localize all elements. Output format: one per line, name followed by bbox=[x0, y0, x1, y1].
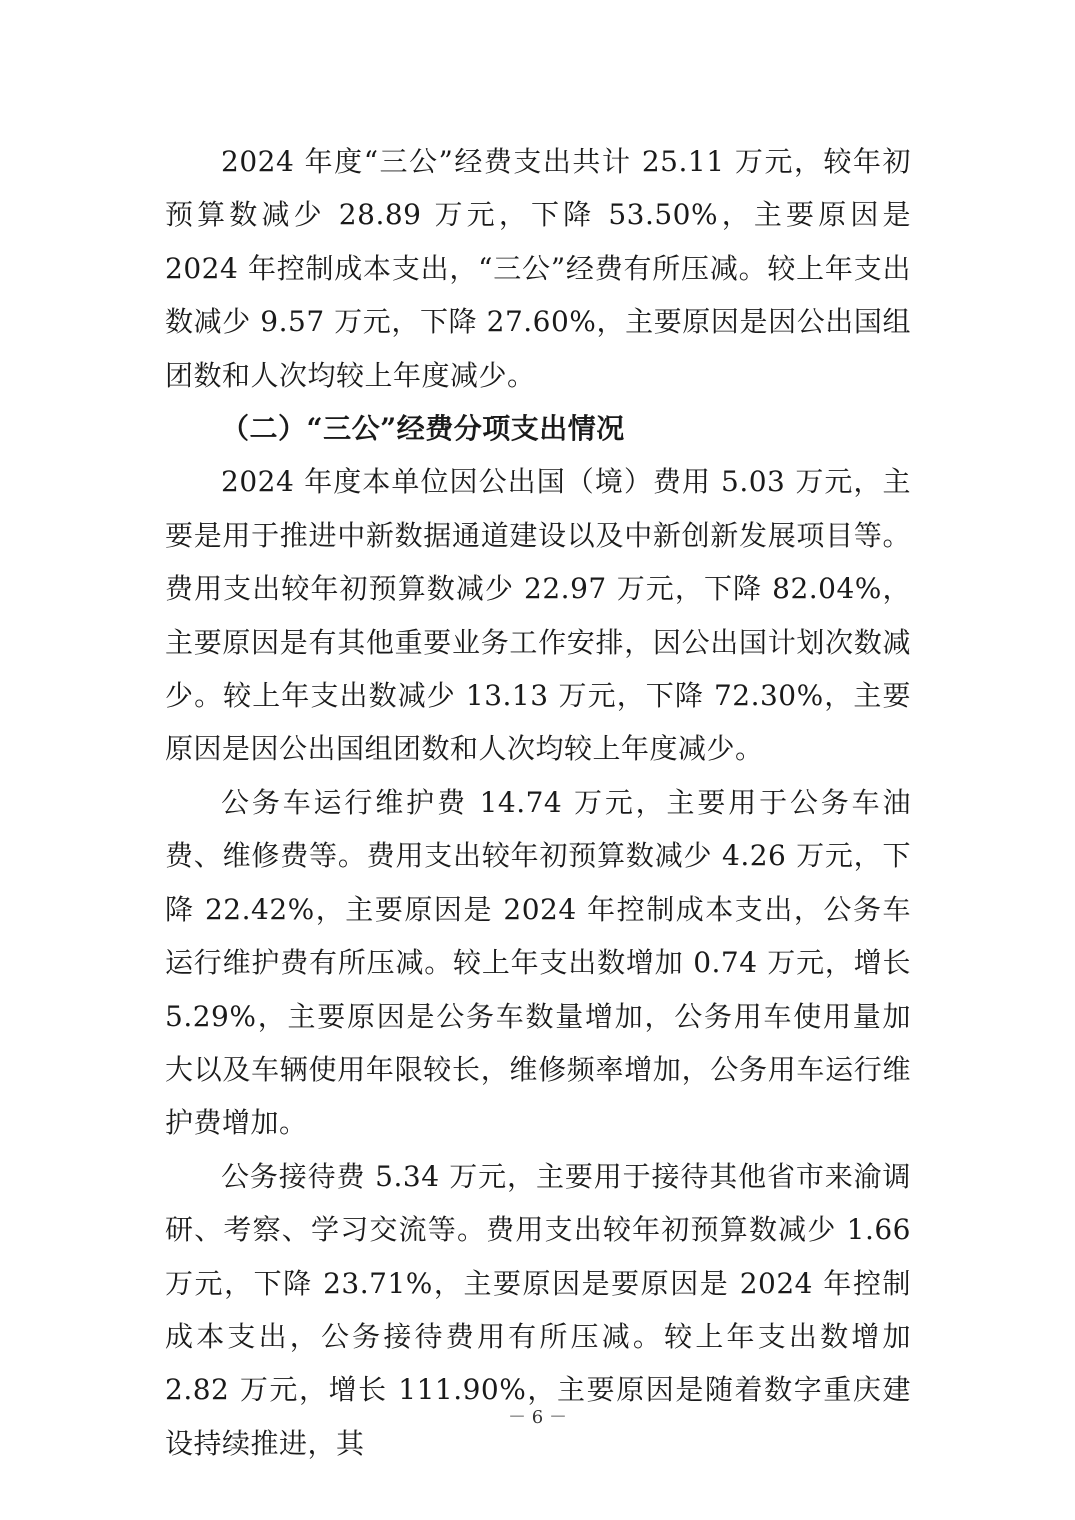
section-heading: （二）“三公”经费分项支出情况 bbox=[221, 412, 625, 446]
paragraph-overseas-travel: 2024 年度本单位因公出国（境）费用 5.03 万元，主要是用于推进中新数据通道建设以及中新创新发展项目等。费用支出较年初预算数减少 22.97 万元，下降 82.04%，主要原因是有其他重要业务工作安排，因公出国计划次数减少。较上年支出数减少 13.13 万元，下降 72.30%，主要原因是因公出国组团数和人次均较上年度减少。 bbox=[165, 465, 911, 766]
paragraph-vehicle-maintenance: 公务车运行维护费 14.74 万元，主要用于公务车油费、维修费等。费用支出较年初预算数减少 4.26 万元，下降 22.42%，主要原因是 2024 年控制成本支出，公务车运行维护费有所压减。较上年支出数增加 0.74 万元，增长 5.29%，主要原因是公务车数量增加，公务用车使用量加大以及车辆使用年限较长，维修频率增加，公务用车运行维护费增加。 bbox=[165, 785, 911, 1140]
document-body bbox=[165, 135, 911, 1470]
page-number: － 6 － bbox=[508, 1407, 567, 1428]
paragraph-reception-expenses: 公务接待费 5.34 万元，主要用于接待其他省市来渝调研、考察、学习交流等。费用支出较年初预算数减少 1.66 万元，下降 23.71%，主要原因是要原因是 2024 年控制成本支出，公务接待费用有所压减。较上年支出数增加 2.82 万元，增长 111.90%，主要原因是随着数字重庆建设持续推进，其 bbox=[165, 1159, 911, 1460]
paragraph-three-public-total: 2024 年度“三公”经费支出共计 25.11 万元，较年初预算数减少 28.89 万元，下降 53.50%，主要原因是 2024 年控制成本支出，“三公”经费有所压减。较上年支出数减少 9.57 万元，下降 27.60%，主要原因是因公出国组团数和人次均较上年度减少。 bbox=[165, 145, 911, 392]
